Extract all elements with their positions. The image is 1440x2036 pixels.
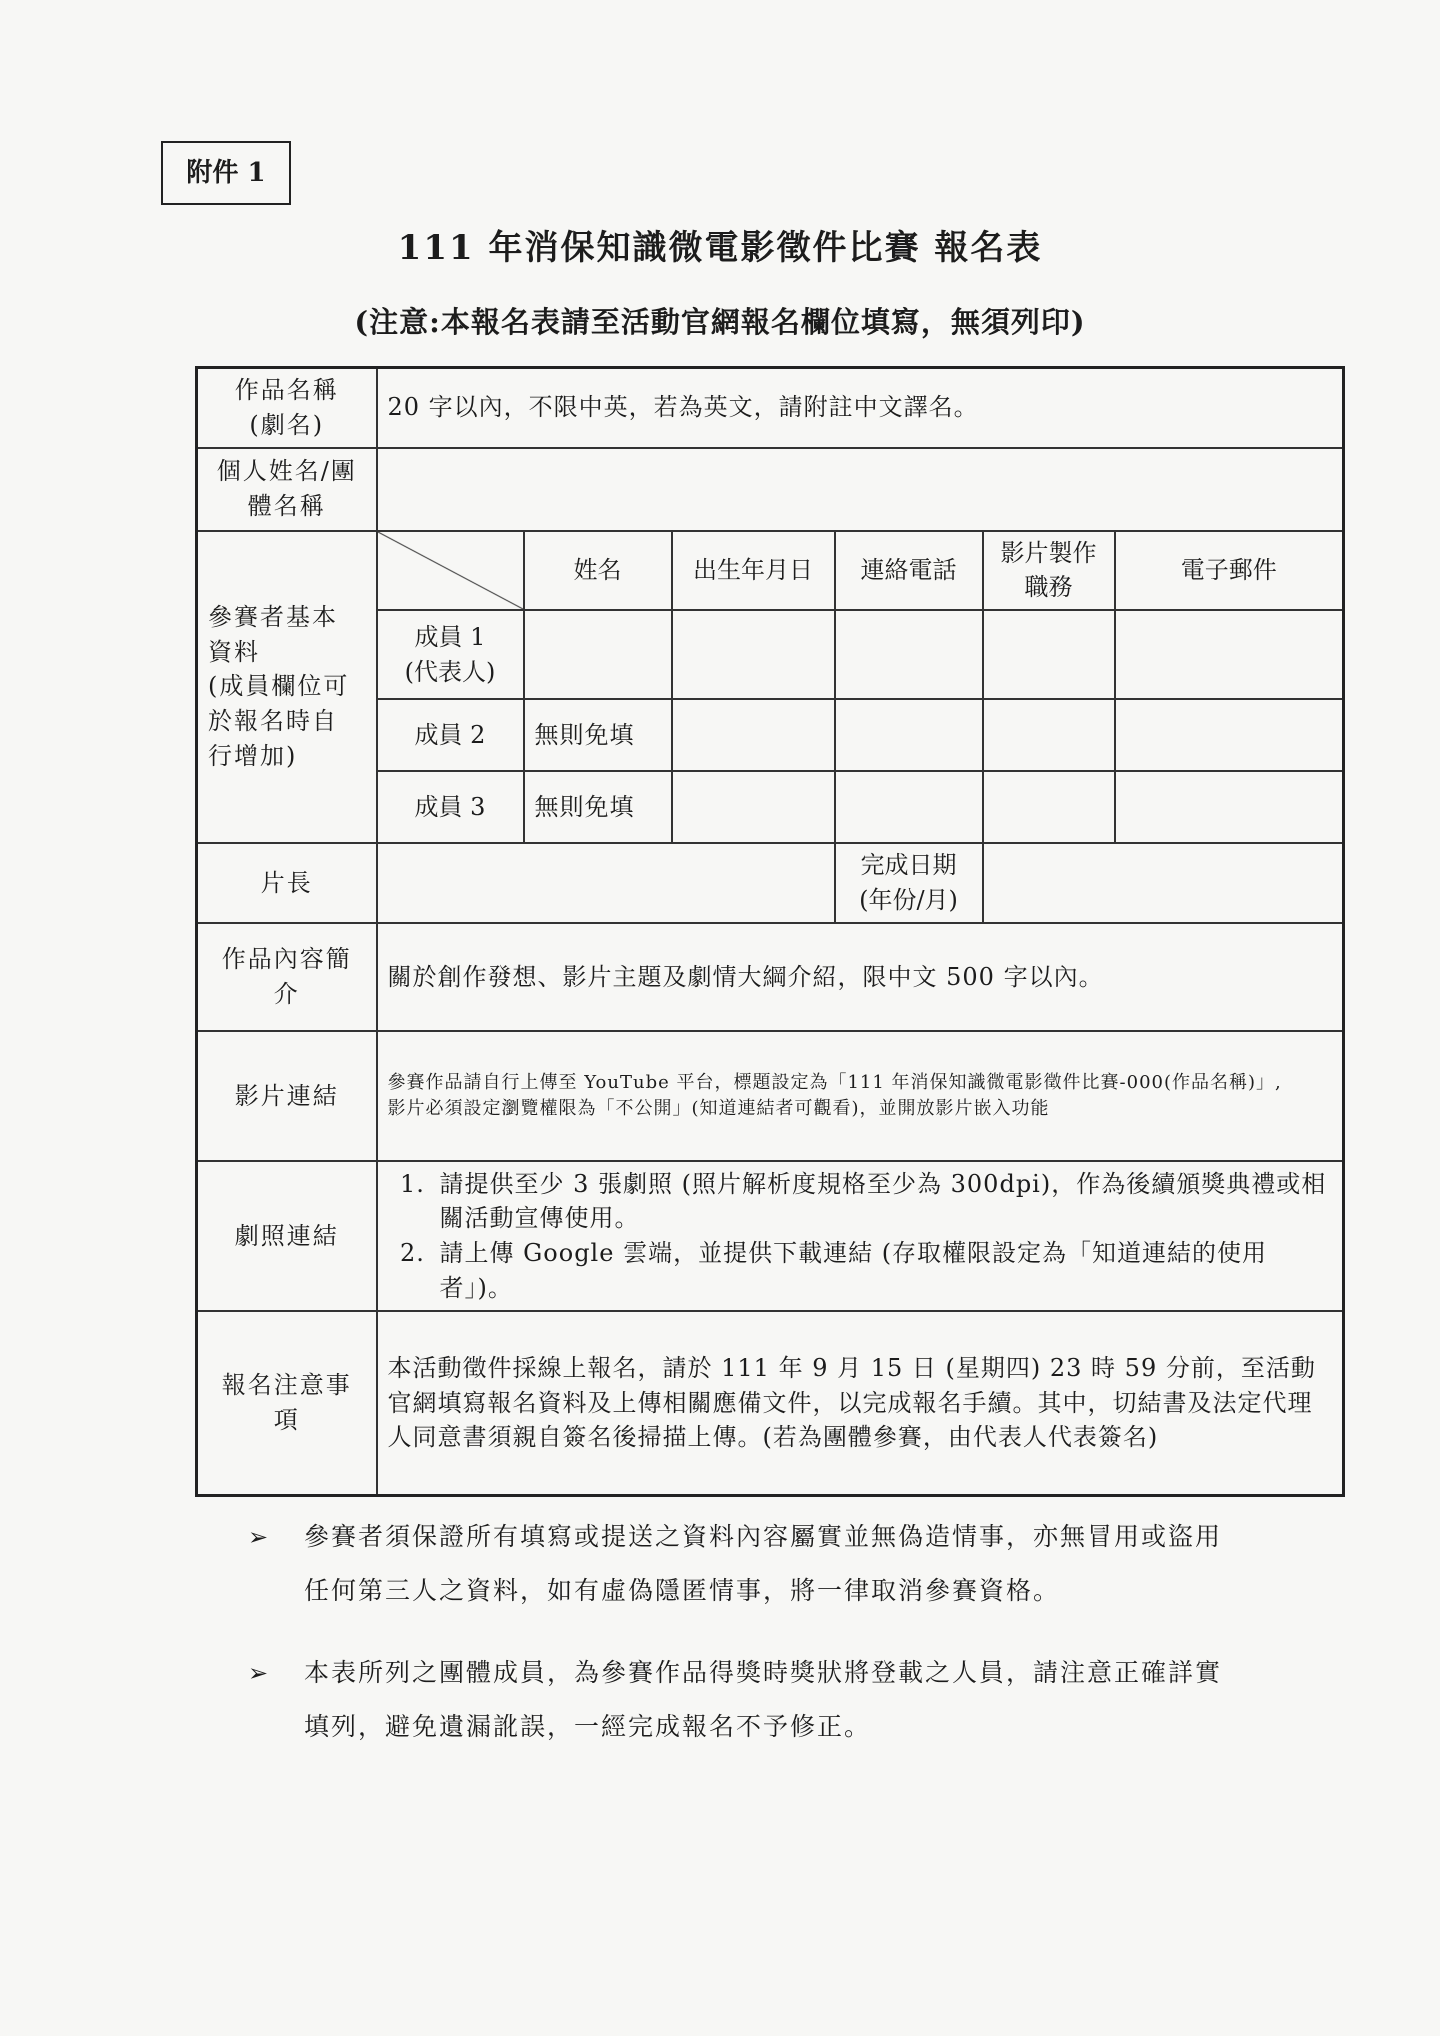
- video-link-field[interactable]: 參賽作品請自行上傳至 YouTube 平台，標題設定為「111 年消保知識微電影徵件比賽-000(作品名稱)」, 影片必須設定瀏覽權限為「不公開」(知道連結者可觀看)，並開放影片嵌入功能: [377, 1031, 1344, 1161]
- photo-link-field[interactable]: [377, 1161, 1344, 1311]
- member-phone-field[interactable]: [835, 771, 983, 843]
- applicant-row: [197, 448, 1344, 531]
- header-birth-date: 出生年月日: [672, 531, 835, 611]
- header-name: 姓名: [524, 531, 672, 611]
- video-link-row: [197, 1031, 1344, 1161]
- work-name-field[interactable]: 20 字以內，不限中英，若為英文，請附註中文譯名。: [377, 368, 1344, 448]
- photo-link-row: [197, 1161, 1344, 1311]
- notice-label: 報名注意事 項: [197, 1311, 377, 1495]
- synopsis-field[interactable]: 關於創作發想、影片主題及劇情大綱介紹，限中文 500 字以內。: [377, 923, 1344, 1031]
- applicant-field[interactable]: [377, 448, 1344, 531]
- arrowhead-icon: ➢: [248, 1659, 271, 1687]
- attachment-label: 附件 1: [161, 141, 291, 205]
- photo-requirements-list: [388, 1167, 1333, 1306]
- header-production-role: 影片製作 職務: [983, 531, 1115, 611]
- header-email: 電子郵件: [1115, 531, 1344, 611]
- work-name-row: [197, 368, 1344, 448]
- notice-text: 本活動徵件採線上報名，請於 111 年 9 月 15 日 (星期四) 23 時 59 分前，至活動官網填寫報名資料及上傳相關應備文件，以完成報名手續。其中，切結書及法定代理人同意書須親自簽名後掃描上傳。(若為團體參賽，由代表人代表簽名): [377, 1311, 1344, 1495]
- synopsis-label: 作品內容簡 介: [197, 923, 377, 1031]
- form-title: 111 年消保知識微電影徵件比賽 報名表: [397, 228, 1043, 268]
- video-link-label: 影片連結: [197, 1031, 377, 1161]
- member-phone-field[interactable]: [835, 699, 983, 771]
- member-name-field[interactable]: 無則免填: [524, 771, 672, 843]
- registration-form-table: [195, 366, 1345, 1497]
- synopsis-row: [197, 923, 1344, 1031]
- participants-header-row: [197, 531, 1344, 611]
- photo-link-label: 劇照連結: [197, 1161, 377, 1311]
- notice-row: [197, 1311, 1344, 1495]
- length-label: 片長: [197, 843, 377, 923]
- completion-date-label: 完成日期 (年份/月): [835, 843, 983, 923]
- member-role-field[interactable]: [983, 610, 1115, 699]
- work-name-label: 作品名稱 (劇名): [197, 368, 377, 448]
- notes-section: [248, 1510, 1228, 1782]
- completion-date-field[interactable]: [983, 843, 1344, 923]
- member-role-field[interactable]: [983, 771, 1115, 843]
- member-label: 成員 3: [377, 771, 524, 843]
- member-name-field[interactable]: 無則免填: [524, 699, 672, 771]
- member-role-field[interactable]: [983, 699, 1115, 771]
- member-birth-field[interactable]: [672, 699, 835, 771]
- length-row: [197, 843, 1344, 923]
- length-field[interactable]: [377, 843, 835, 923]
- list-item: 2. 請上傳 Google 雲端，並提供下載連結 (存取權限設定為「知道連結的使用者」)。: [434, 1236, 1333, 1306]
- participants-label: 參賽者基本 資料 (成員欄位可 於報名時自 行增加): [197, 531, 377, 844]
- member-phone-field[interactable]: [835, 610, 983, 699]
- form-subtitle: (注意:本報名表請至活動官網報名欄位填寫，無須列印): [354, 305, 1086, 339]
- header-phone: 連絡電話: [835, 531, 983, 611]
- note-text: 本表所列之團體成員，為參賽作品得獎時獎狀將登載之人員，請注意正確詳實填列，避免遺漏訛誤，一經完成報名不予修正。: [304, 1658, 1223, 1741]
- member-birth-field[interactable]: [672, 771, 835, 843]
- applicant-label: 個人姓名/團 體名稱: [197, 448, 377, 531]
- member-email-field[interactable]: [1115, 699, 1344, 771]
- note-item: [248, 1510, 1228, 1618]
- member-label: 成員 1 (代表人): [377, 610, 524, 699]
- member-email-field[interactable]: [1115, 610, 1344, 699]
- member-birth-field[interactable]: [672, 610, 835, 699]
- member-email-field[interactable]: [1115, 771, 1344, 843]
- diagonal-corner-cell: [377, 531, 524, 611]
- member-label: 成員 2: [377, 699, 524, 771]
- arrowhead-icon: ➢: [248, 1523, 271, 1551]
- member-name-field[interactable]: [524, 610, 672, 699]
- note-text: 參賽者須保證所有填寫或提送之資料內容屬實並無偽造情事，亦無冒用或盜用任何第三人之資料，如有虛偽隱匿情事，將一律取消參賽資格。: [304, 1522, 1223, 1605]
- list-item: 1. 請提供至少 3 張劇照 (照片解析度規格至少為 300dpi)，作為後續頒獎典禮或相關活動宣傳使用。: [434, 1167, 1333, 1237]
- note-item: [248, 1646, 1228, 1754]
